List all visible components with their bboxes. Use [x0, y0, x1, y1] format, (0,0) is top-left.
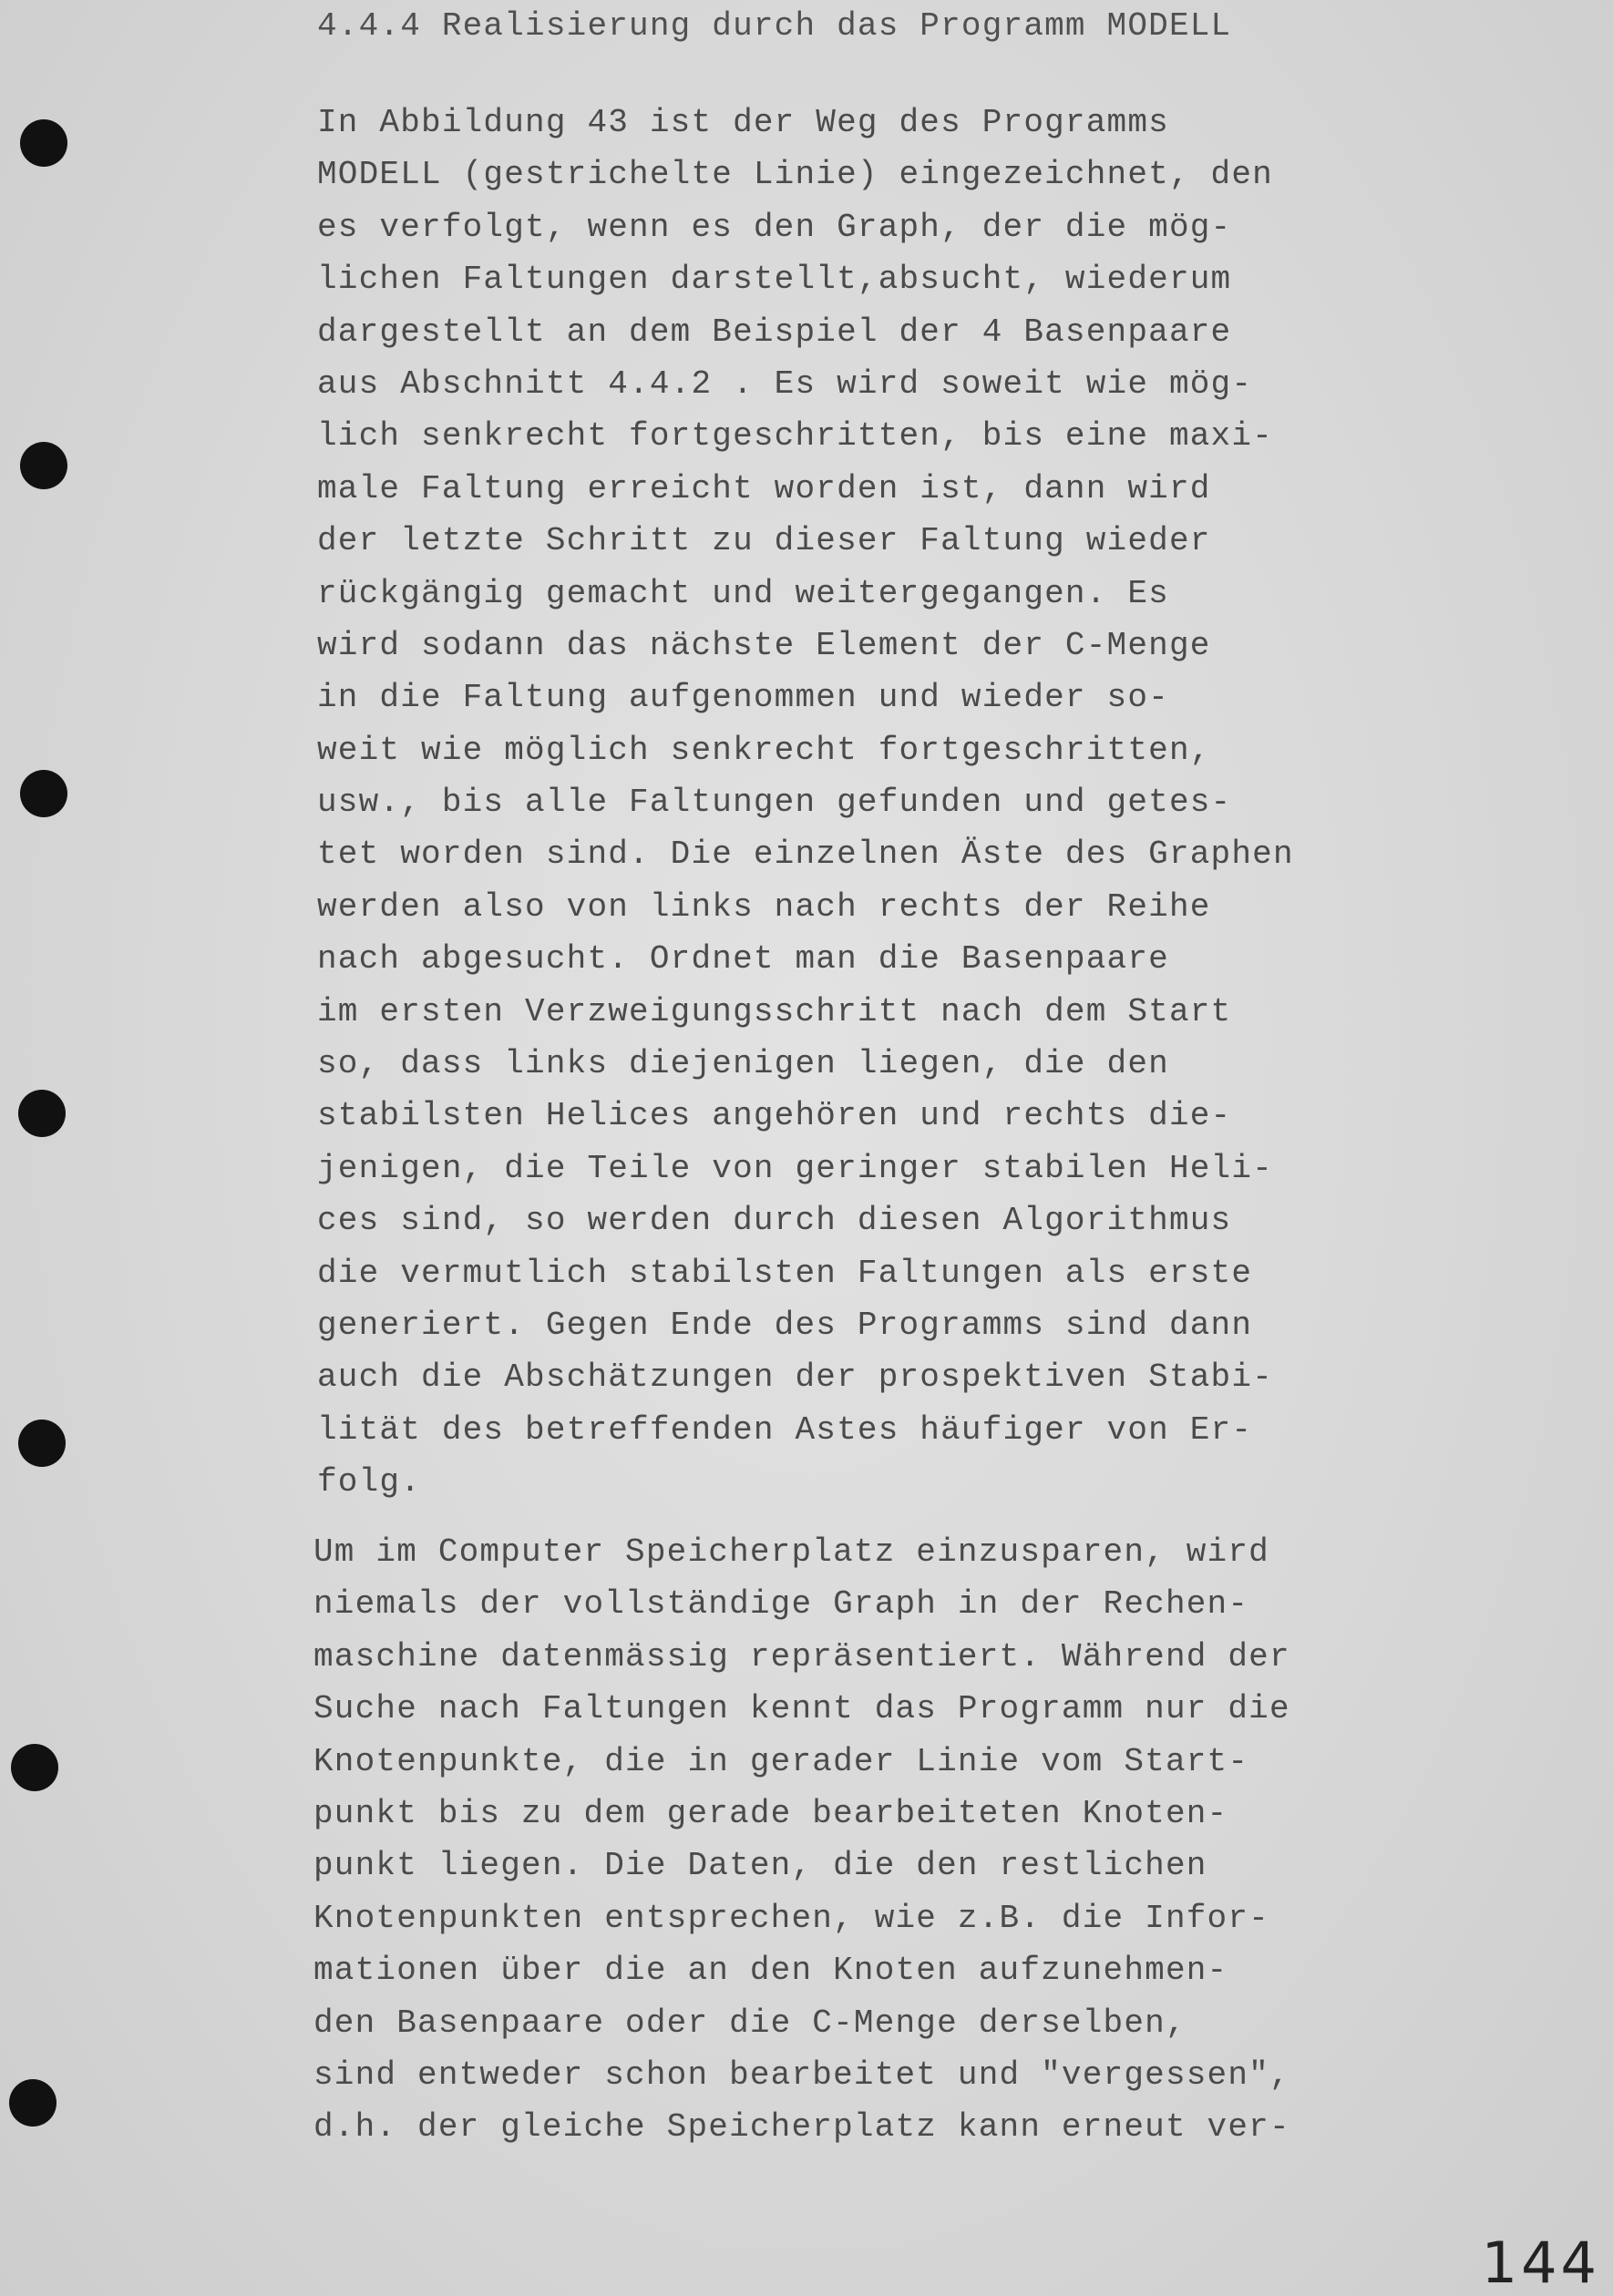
- punch-hole: [18, 1090, 66, 1137]
- text-line: male Faltung erreicht worden ist, dann wird: [317, 469, 1211, 507]
- text-line: generiert. Gegen Ende des Programms sind dann: [317, 1306, 1253, 1344]
- text-line: mationen über die an den Knoten aufzunehmen-: [313, 1952, 1228, 1990]
- text-line: weit wie möglich senkrecht fortgeschritten,: [317, 731, 1211, 769]
- text-line: lich senkrecht fortgeschritten, bis eine maxi-: [317, 417, 1273, 456]
- paragraph-1: [317, 97, 1338, 1509]
- text-line: es verfolgt, wenn es den Graph, der die mög-: [317, 208, 1232, 246]
- text-line: Suche nach Faltungen kennt das Programm nur die: [313, 1690, 1290, 1728]
- text-line: punkt bis zu dem gerade bearbeiteten Knoten-: [313, 1794, 1228, 1832]
- text-line: in die Faltung aufgenommen und wieder so-: [317, 679, 1169, 717]
- text-line: rückgängig gemacht und weitergegangen. Es: [317, 574, 1169, 612]
- text-line: nach abgesucht. Ordnet man die Basenpaare: [317, 940, 1169, 979]
- text-line: tet worden sind. Die einzelnen Äste des Graphen: [317, 835, 1294, 874]
- text-line: den Basenpaare oder die C-Menge derselben,: [313, 2004, 1187, 2042]
- text-line: auch die Abschätzungen der prospektiven Stabi-: [317, 1358, 1273, 1397]
- text-line: so, dass links diejenigen liegen, die den: [317, 1045, 1169, 1083]
- punch-hole: [9, 2079, 57, 2127]
- text-line: die vermutlich stabilsten Faltungen als erste: [317, 1254, 1253, 1292]
- text-line: im ersten Verzweigungsschritt nach dem Start: [317, 992, 1232, 1030]
- text-line: maschine datenmässig repräsentiert. Während der: [313, 1637, 1290, 1676]
- text-line: aus Abschnitt 4.4.2 . Es wird soweit wie mög-: [317, 364, 1253, 403]
- text-line: MODELL (gestrichelte Linie) eingezeichnet, den: [317, 156, 1273, 194]
- text-line: lität des betreffenden Astes häufiger von Er-: [317, 1410, 1253, 1449]
- text-line: lichen Faltungen darstellt,absucht, wiederum: [317, 261, 1232, 299]
- text-line: wird sodann das nächste Element der C-Menge: [317, 626, 1211, 664]
- text-line: d.h. der gleiche Speicherplatz kann erneut ver-: [313, 2108, 1290, 2147]
- punch-hole: [18, 1420, 66, 1467]
- page-number: 144: [1481, 2229, 1600, 2296]
- text-line: jenigen, die Teile von geringer stabilen Heli-: [317, 1149, 1273, 1187]
- text-line: Knotenpunkte, die in gerader Linie vom Start-: [313, 1742, 1249, 1780]
- text-line: usw., bis alle Faltungen gefunden und getes-: [317, 784, 1232, 822]
- text-line: sind entweder schon bearbeitet und "vergessen",: [313, 2055, 1290, 2094]
- text-line: ces sind, so werden durch diesen Algorithmus: [317, 1202, 1232, 1240]
- text-line: In Abbildung 43 ist der Weg des Programms: [317, 104, 1169, 141]
- text-line: punkt liegen. Die Daten, die den restlichen: [313, 1847, 1207, 1885]
- text-line: dargestellt an dem Beispiel der 4 Basenpaare: [317, 313, 1232, 351]
- punch-hole: [20, 119, 67, 167]
- punch-hole: [20, 770, 67, 817]
- paragraph-2: [313, 1526, 1334, 2154]
- text-line: Um im Computer Speicherplatz einzusparen, wird: [313, 1533, 1269, 1571]
- text-line: folg.: [317, 1463, 422, 1502]
- text-line: stabilsten Helices angehören und rechts die-: [317, 1097, 1232, 1135]
- punch-hole: [11, 1744, 58, 1791]
- section-heading: 4.4.4 Realisierung durch das Programm MODELL: [317, 7, 1232, 45]
- text-line: werden also von links nach rechts der Reihe: [317, 887, 1211, 926]
- text-line: niemals der vollständige Graph in der Rechen-: [313, 1585, 1249, 1624]
- punch-hole: [20, 442, 67, 489]
- text-line: der letzte Schritt zu dieser Faltung wieder: [317, 522, 1211, 560]
- text-line: Knotenpunkten entsprechen, wie z.B. die Infor-: [313, 1899, 1269, 1937]
